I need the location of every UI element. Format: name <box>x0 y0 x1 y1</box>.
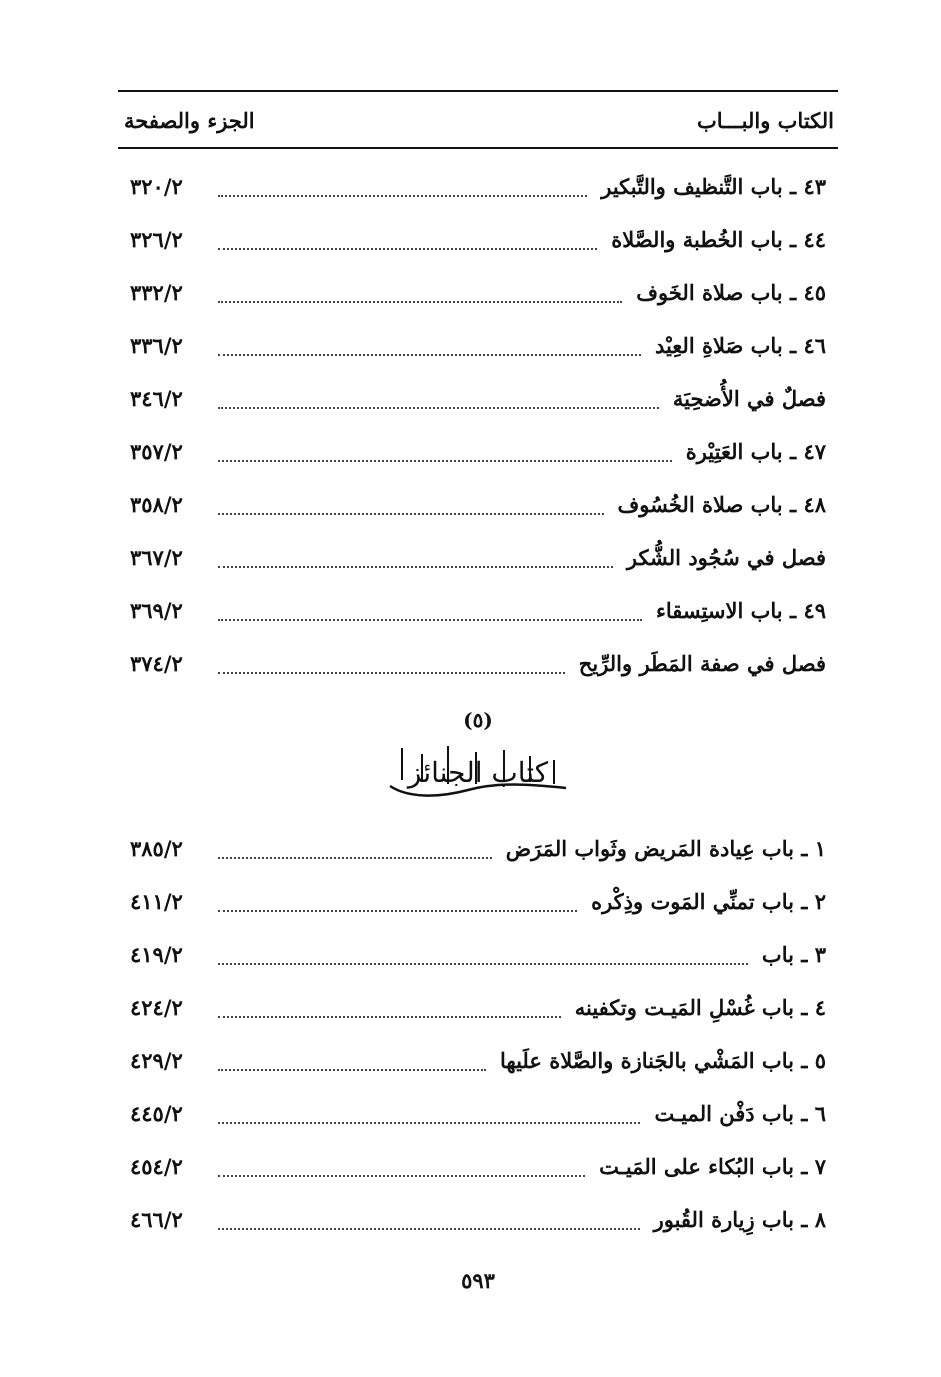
toc-entry-ref: ٤١٩/٢ <box>130 942 183 967</box>
header-top-rule <box>118 90 838 92</box>
toc-leader-dots <box>218 609 642 621</box>
toc-entry <box>130 213 826 266</box>
toc-entry-title: فصل في سُجُود الشُّكر <box>626 545 826 570</box>
toc-leader-dots <box>218 556 613 568</box>
toc-entry-title: ١ ـ باب عِيادة المَريض وثَواب المَرَض <box>505 836 826 861</box>
toc-leader-dots <box>218 900 577 912</box>
toc-entry <box>130 637 826 690</box>
toc-leader-dots <box>218 662 565 674</box>
toc-entry-ref: ٣٨٥/٢ <box>130 836 183 861</box>
toc-entry-title: ٤٥ ـ باب صلاة الخَوف <box>636 280 826 305</box>
toc-entry-ref: ٣٢٦/٢ <box>130 227 183 252</box>
toc-entry-ref: ٤٢٩/٢ <box>130 1048 183 1073</box>
toc-entry <box>130 584 826 637</box>
toc-entry-title: ٤٣ ـ باب التَّنظيف والتَّبكير <box>601 174 826 199</box>
toc-entry-ref: ٣٥٧/٢ <box>130 439 183 464</box>
page-number: ٥٩٣ <box>461 1268 495 1293</box>
toc-entry-ref: ٣٣٦/٢ <box>130 333 183 358</box>
toc-entry <box>130 981 826 1034</box>
toc-entry-title: ٤٤ ـ باب الخُطبة والصَّلاة <box>611 227 826 252</box>
toc-entry <box>130 478 826 531</box>
book-page <box>118 0 838 1377</box>
toc-entry-title: ٥ ـ باب المَشْي بالجَنازة والصَّلاة علَيها <box>499 1048 826 1073</box>
toc-entry <box>130 1034 826 1087</box>
section-title-text: كتاب الجنائز <box>407 756 549 789</box>
toc-entry-title: ٤ ـ باب غُسْلِ المَيـت وتكفينه <box>574 995 826 1020</box>
calligraphy-title-svg <box>378 740 578 804</box>
toc-leader-dots <box>218 953 748 965</box>
toc-entry-title: فصل في صفة المَطَر والرِّيح <box>578 651 826 676</box>
toc-leader-dots <box>218 1112 640 1124</box>
toc-leader-dots <box>218 450 672 462</box>
toc-leader-dots <box>218 847 492 859</box>
toc-entry-ref: ٣٥٨/٢ <box>130 492 183 517</box>
toc-entry-ref: ٣٢٠/٢ <box>130 174 183 199</box>
toc-entry-title: ٧ ـ باب البُكاء على المَيـت <box>599 1154 826 1179</box>
toc-entry <box>130 266 826 319</box>
header-book-chapter-label: الكتاب والبـــاب <box>697 107 834 133</box>
toc-entry-title: ٤٧ ـ باب العَتِيْرة <box>685 439 826 464</box>
toc-leader-dots <box>218 397 659 409</box>
toc-entry <box>130 319 826 372</box>
toc-entry <box>130 1087 826 1140</box>
toc-entry-ref: ٣٦٧/٢ <box>130 545 183 570</box>
toc-leader-dots <box>218 238 597 250</box>
toc-entry-ref: ٣٦٩/٢ <box>130 598 183 623</box>
toc-entry-ref: ٣٣٢/٢ <box>130 280 183 305</box>
toc-entry <box>130 822 826 875</box>
toc-entry-title: ٤٩ ـ باب الاستِسقاء <box>655 598 826 623</box>
section-number: (٥) <box>463 708 493 732</box>
toc-entry-title: ٨ ـ باب زِيارة القُبور <box>653 1207 826 1232</box>
toc-leader-dots <box>218 1218 640 1230</box>
toc-entry-title: ٣ ـ باب <box>761 942 826 967</box>
toc-entry <box>130 928 826 981</box>
toc-leader-dots <box>218 1006 561 1018</box>
toc-leader-dots <box>218 1165 585 1177</box>
toc-entry-ref: ٤٤٥/٢ <box>130 1101 183 1126</box>
toc-entry <box>130 425 826 478</box>
header-bottom-rule <box>118 147 838 149</box>
toc-entry <box>130 372 826 425</box>
toc-entry <box>130 1140 826 1193</box>
toc-entry-title: ٦ ـ باب دَفْن الميـت <box>654 1101 826 1126</box>
toc-list-funerals <box>130 822 826 1246</box>
toc-leader-dots <box>218 503 604 515</box>
toc-entry-ref: ٤١١/٢ <box>130 889 183 914</box>
toc-entry-ref: ٤٢٤/٢ <box>130 995 183 1020</box>
toc-entry-ref: ٤٦٦/٢ <box>130 1207 183 1232</box>
toc-entry-title: ٢ ـ باب تمنِّي المَوت وذِكْره <box>591 889 826 914</box>
toc-list-prayer <box>130 160 826 690</box>
toc-entry-title: ٤٦ ـ باب صَلاةِ العِيْد <box>654 333 826 358</box>
header-volume-page-label: الجزء والصفحة <box>124 107 255 133</box>
toc-entry <box>130 1193 826 1246</box>
toc-entry <box>130 531 826 584</box>
section-title-calligraphy <box>118 740 838 804</box>
toc-entry-ref: ٣٤٦/٢ <box>130 386 183 411</box>
toc-leader-dots <box>218 344 641 356</box>
toc-leader-dots <box>218 1059 486 1071</box>
toc-leader-dots <box>218 185 587 197</box>
toc-entry-ref: ٣٧٤/٢ <box>130 651 183 676</box>
toc-entry <box>130 160 826 213</box>
toc-leader-dots <box>218 291 622 303</box>
toc-entry-ref: ٤٥٤/٢ <box>130 1154 183 1179</box>
toc-entry-title: فصلٌ في الأُضحِيَة <box>672 386 826 411</box>
toc-entry-title: ٤٨ ـ باب صلاة الخُسُوف <box>617 492 826 517</box>
toc-entry <box>130 875 826 928</box>
table-header <box>124 100 834 140</box>
